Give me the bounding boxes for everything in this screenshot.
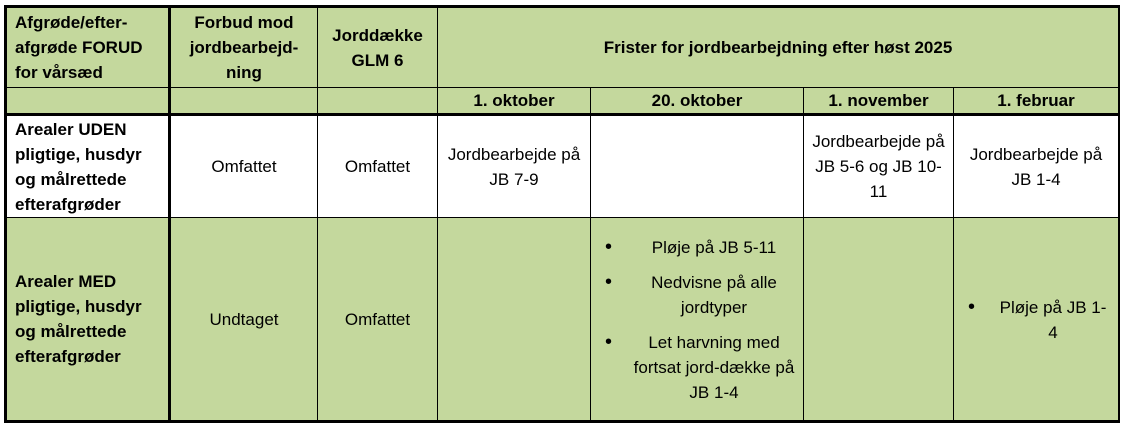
date-1-februar: 1. februar <box>954 88 1119 115</box>
row-uden-jorddaekke: Omfattet <box>318 115 438 218</box>
header-jorddaekke: Jorddække GLM 6 <box>318 8 438 88</box>
header-afgroede: Afgrøde/efter-afgrøde FORUD for vårsæd <box>7 8 170 88</box>
row-med-1-november <box>804 218 954 421</box>
row-med-20-oktober <box>591 218 804 421</box>
row-med-forbud: Undtaget <box>170 218 318 421</box>
frister-table-frame <box>4 5 1120 423</box>
row-med-1-oktober <box>438 218 591 421</box>
row-uden-forbud: Omfattet <box>170 115 318 218</box>
header-empty-1 <box>7 88 170 115</box>
row-uden-1-november: Jordbearbejde på JB 5-6 og JB 10-11 <box>804 115 954 218</box>
date-20-oktober: 20. oktober <box>591 88 804 115</box>
bullet-list-1-februar <box>962 295 1110 345</box>
list-item: • Nedvisne på alle jordtyper <box>599 270 795 320</box>
row-med-1-februar <box>954 218 1119 421</box>
date-1-oktober: 1. oktober <box>438 88 591 115</box>
header-empty-2 <box>170 88 318 115</box>
header-frister: Frister for jordbearbejdning efter høst 2025 <box>438 8 1119 88</box>
row-uden-20-oktober <box>591 115 804 218</box>
row-uden-1-februar: Jordbearbejde på JB 1-4 <box>954 115 1119 218</box>
row-uden-1-oktober: Jordbearbejde på JB 7-9 <box>438 115 591 218</box>
list-item: • Let harvning med fortsat jord-dække på JB 1-4 <box>599 330 795 405</box>
header-forbud: Forbud mod jordbearbejd-ning <box>170 8 318 88</box>
bullet-list-20-oktober <box>599 235 795 405</box>
row-med-label: Arealer MED pligtige, husdyr og målrettede efterafgrøder <box>7 218 170 421</box>
row-uden-label: Arealer UDEN pligtige, husdyr og målrettede efterafgrøder <box>7 115 170 218</box>
list-item: • Pløje på JB 5-11 <box>599 235 795 260</box>
row-med-jorddaekke: Omfattet <box>318 218 438 421</box>
date-1-november: 1. november <box>804 88 954 115</box>
frister-table <box>6 7 1119 421</box>
list-item: • Pløje på JB 1-4 <box>962 295 1110 345</box>
header-empty-3 <box>318 88 438 115</box>
